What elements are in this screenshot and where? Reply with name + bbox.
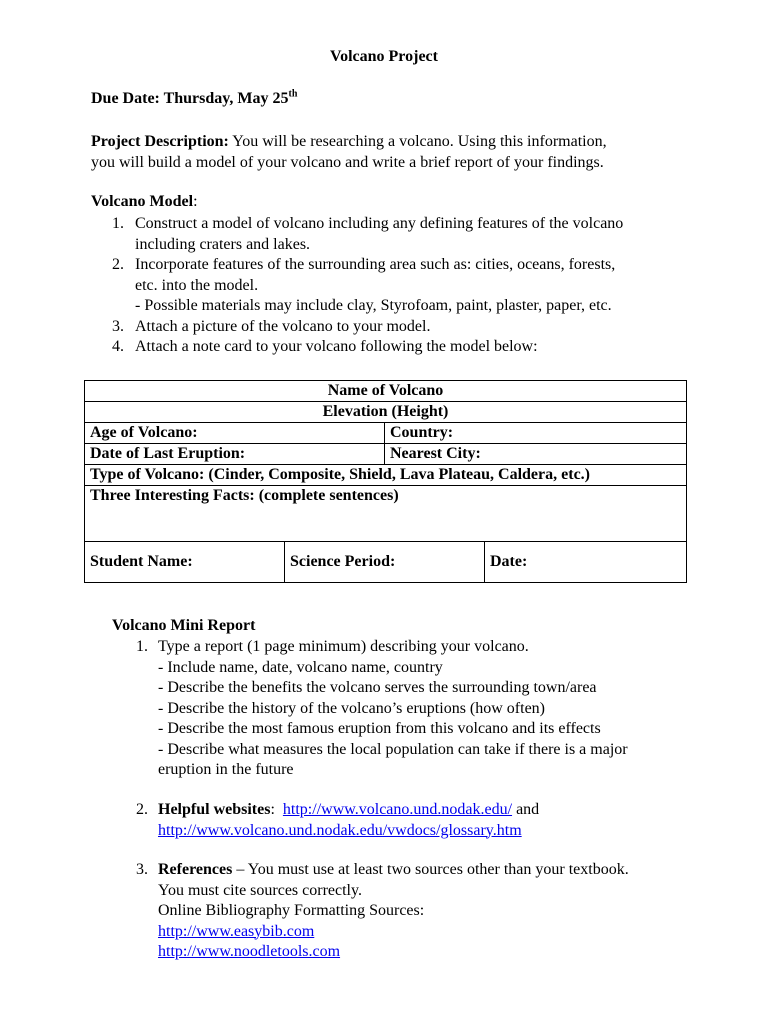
description-label: Project Description: bbox=[91, 133, 229, 150]
list-item: 2. Incorporate features of the surrounding area such as: cities, oceans, forests, etc. into the model. - Possible materials may include clay, Styrofoam, paint, plaster, paper, etc. bbox=[112, 256, 616, 314]
list-item: 3. References – You must use at least two sources other than your textbook. You must cite sources correctly. Online Bibliography Formatting Sources: http://www.easybib.com http://www.noodletools.com bbox=[136, 861, 629, 960]
project-description bbox=[91, 131, 607, 173]
report-list bbox=[136, 637, 628, 781]
note-card-table bbox=[84, 380, 687, 583]
list-item: 2. Helpful websites: http://www.volcano.und.nodak.edu/ and http://www.volcano.und.nodak.edu/vwdocs/glossary.htm bbox=[136, 801, 540, 839]
list-item: 1. Construct a model of volcano including any defining features of the volcano including craters and lakes. bbox=[112, 215, 624, 253]
helpful-websites bbox=[136, 800, 539, 841]
card-last-eruption: Date of Last Eruption: bbox=[85, 444, 385, 465]
card-science-period: Science Period: bbox=[285, 542, 485, 583]
noodletools-link[interactable]: http://www.noodletools.com bbox=[158, 943, 341, 960]
card-nearest-city: Nearest City: bbox=[385, 444, 687, 465]
card-type: Type of Volcano: (Cinder, Composite, Shield, Lava Plateau, Caldera, etc.) bbox=[85, 465, 687, 486]
card-date: Date: bbox=[485, 542, 687, 583]
list-item: 4. Attach a note card to your volcano following the model below: bbox=[112, 338, 538, 355]
card-elevation: Elevation (Height) bbox=[85, 402, 687, 423]
volcano-site-link[interactable]: http://www.volcano.und.nodak.edu/ bbox=[282, 801, 513, 818]
glossary-link[interactable]: http://www.volcano.und.nodak.edu/vwdocs/glossary.htm bbox=[158, 821, 522, 839]
references bbox=[136, 860, 629, 963]
page-title: Volcano Project bbox=[330, 48, 438, 65]
report-heading: Volcano Mini Report bbox=[112, 617, 256, 634]
description-line-1: You will be researching a volcano. Using this information, bbox=[232, 133, 607, 150]
model-heading: Volcano Model: bbox=[91, 193, 198, 210]
description-line-2: you will build a model of your volcano and write a brief report of your findings. bbox=[91, 154, 604, 171]
model-list bbox=[112, 214, 623, 358]
card-facts: Three Interesting Facts: (complete sentences) bbox=[85, 486, 687, 542]
card-volcano-name: Name of Volcano bbox=[85, 381, 687, 402]
card-student-name: Student Name: bbox=[85, 542, 285, 583]
list-item: 3. Attach a picture of the volcano to your model. bbox=[112, 317, 431, 335]
list-item: 1. Type a report (1 page minimum) describing your volcano. - Include name, date, volcano name, country - Describe the benefits the volcano serves the surrounding town/area - Describe the history of the volcano’s eruptions (how often) - Describe the most famous eruption from this volcano and its effects - Describe what measures the local population can take if there is a major eruption in the future bbox=[136, 638, 628, 778]
card-age: Age of Volcano: bbox=[85, 423, 385, 444]
due-date: Due Date: Thursday, May 25th bbox=[91, 88, 298, 107]
card-country: Country: bbox=[385, 423, 687, 444]
easybib-link[interactable]: http://www.easybib.com bbox=[158, 922, 315, 940]
